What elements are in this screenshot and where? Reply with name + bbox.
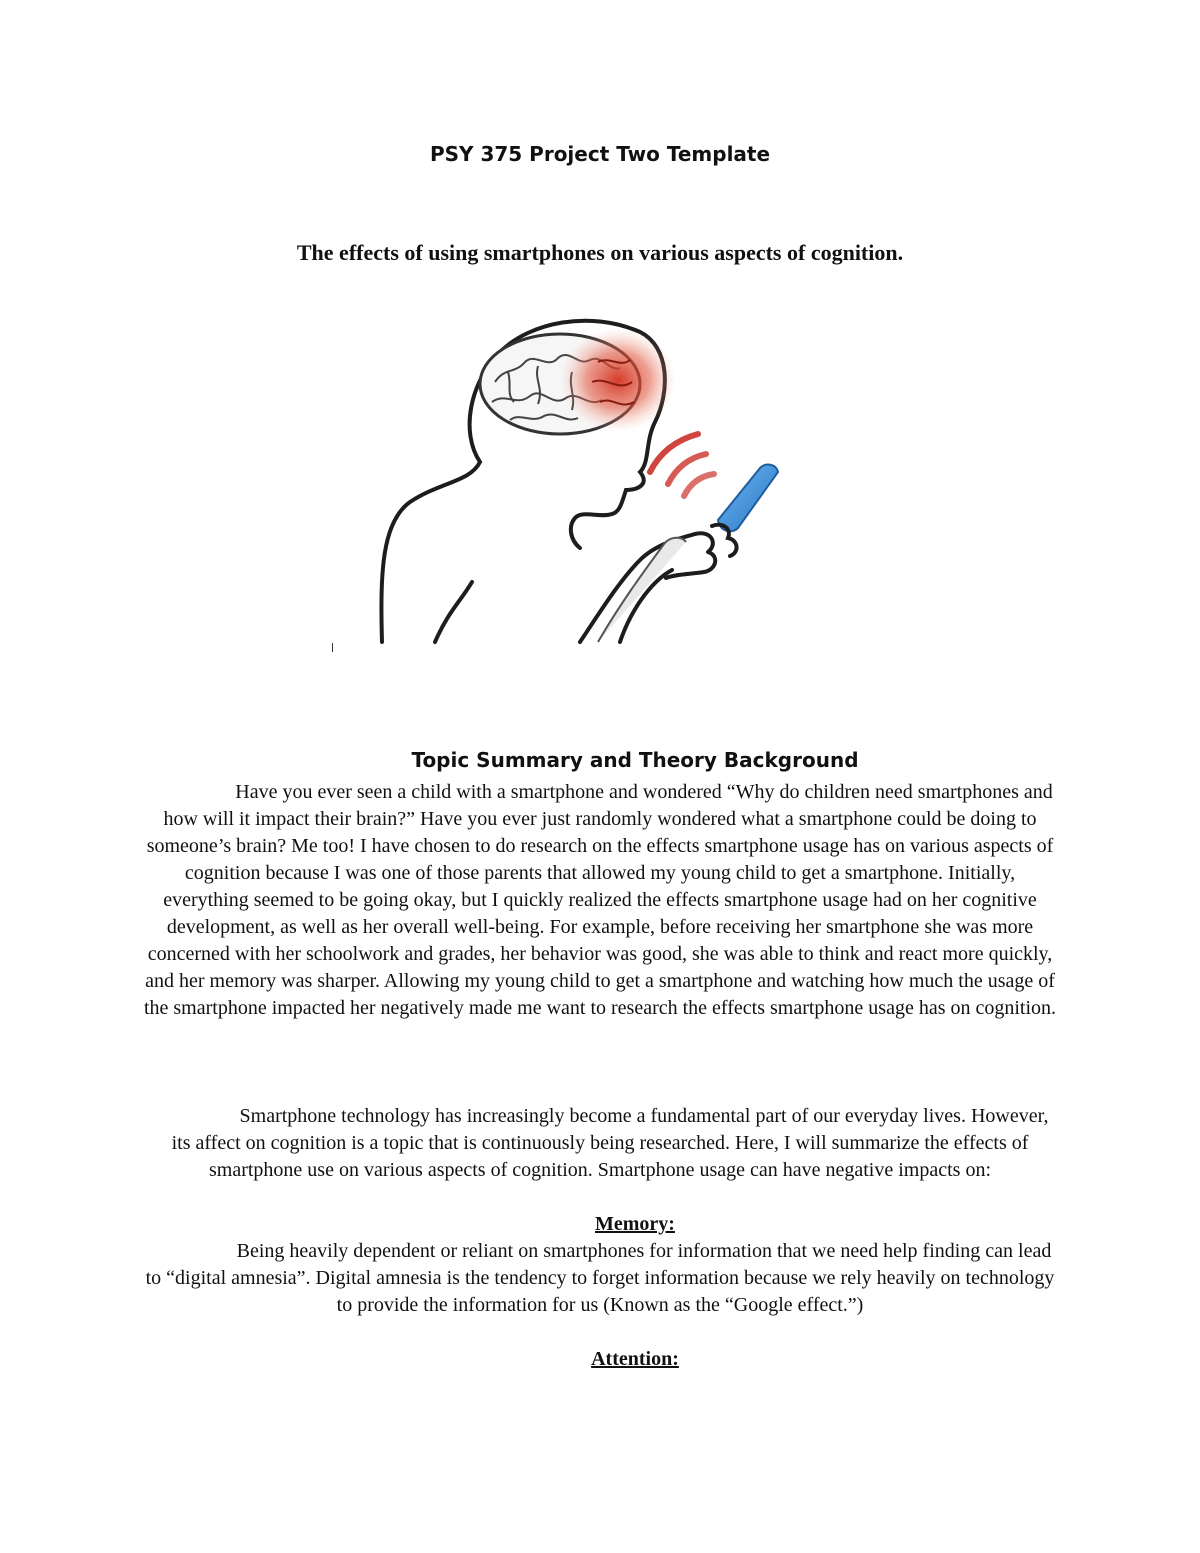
document-subtitle: The effects of using smartphones on various aspects of cognition. [296, 240, 904, 265]
stray-mark [332, 643, 333, 652]
document-title: PSY 375 Project Two Template [429, 142, 771, 166]
paragraph-intro [140, 779, 1060, 1022]
paragraph-overview [140, 1103, 1060, 1184]
paragraph-overview-text: Smartphone technology has increasingly become a fundamental part of our everyday lives. However, its affect on cognition is a topic that is continuously being researched. Here, I will summarize the effects of smartphone use on various aspects of cognition. Smartphone usage can have negative impacts on: [171, 1105, 1049, 1181]
paragraph-memory-text: Being heavily dependent or reliant on smartphones for information that we need help finding can lead to “digital amnesia”. Digital amnesia is the tendency to forget information because we rely heavily on technology to provide the information for us (Known as the “Google effect.”) [145, 1240, 1055, 1316]
paragraph-intro-text: Have you ever seen a child with a smartphone and wondered “Why do children need smartphones and how will it impact their brain?” Have you ever just randomly wondered what a smartphone could be doing to someone’s brain? Me too! I have chosen to do research on the effects smartphone usage has on various aspects of cognition because I was one of those parents that allowed my young child to get a smartphone. Initially, everything seemed to be going okay, but I quickly realized the effects smartphone usage had on her cognitive development, as well as her overall well-being. For example, before receiving her smartphone she was more concerned with her schoolwork and grades, her behavior was good, she was able to think and react more quickly, and her memory was sharper. Allowing my young child to get a smartphone and watching how much the usage of the smartphone impacted her negatively made me want to research the effects smartphone usage has on cognition. [143, 781, 1057, 1019]
paragraph-memory [140, 1238, 1060, 1319]
memory-heading: Memory: [595, 1213, 675, 1235]
section-heading: Topic Summary and Theory Background [411, 748, 859, 772]
attention-heading: Attention: [591, 1348, 679, 1370]
person-using-smartphone-brain-icon [320, 312, 800, 657]
